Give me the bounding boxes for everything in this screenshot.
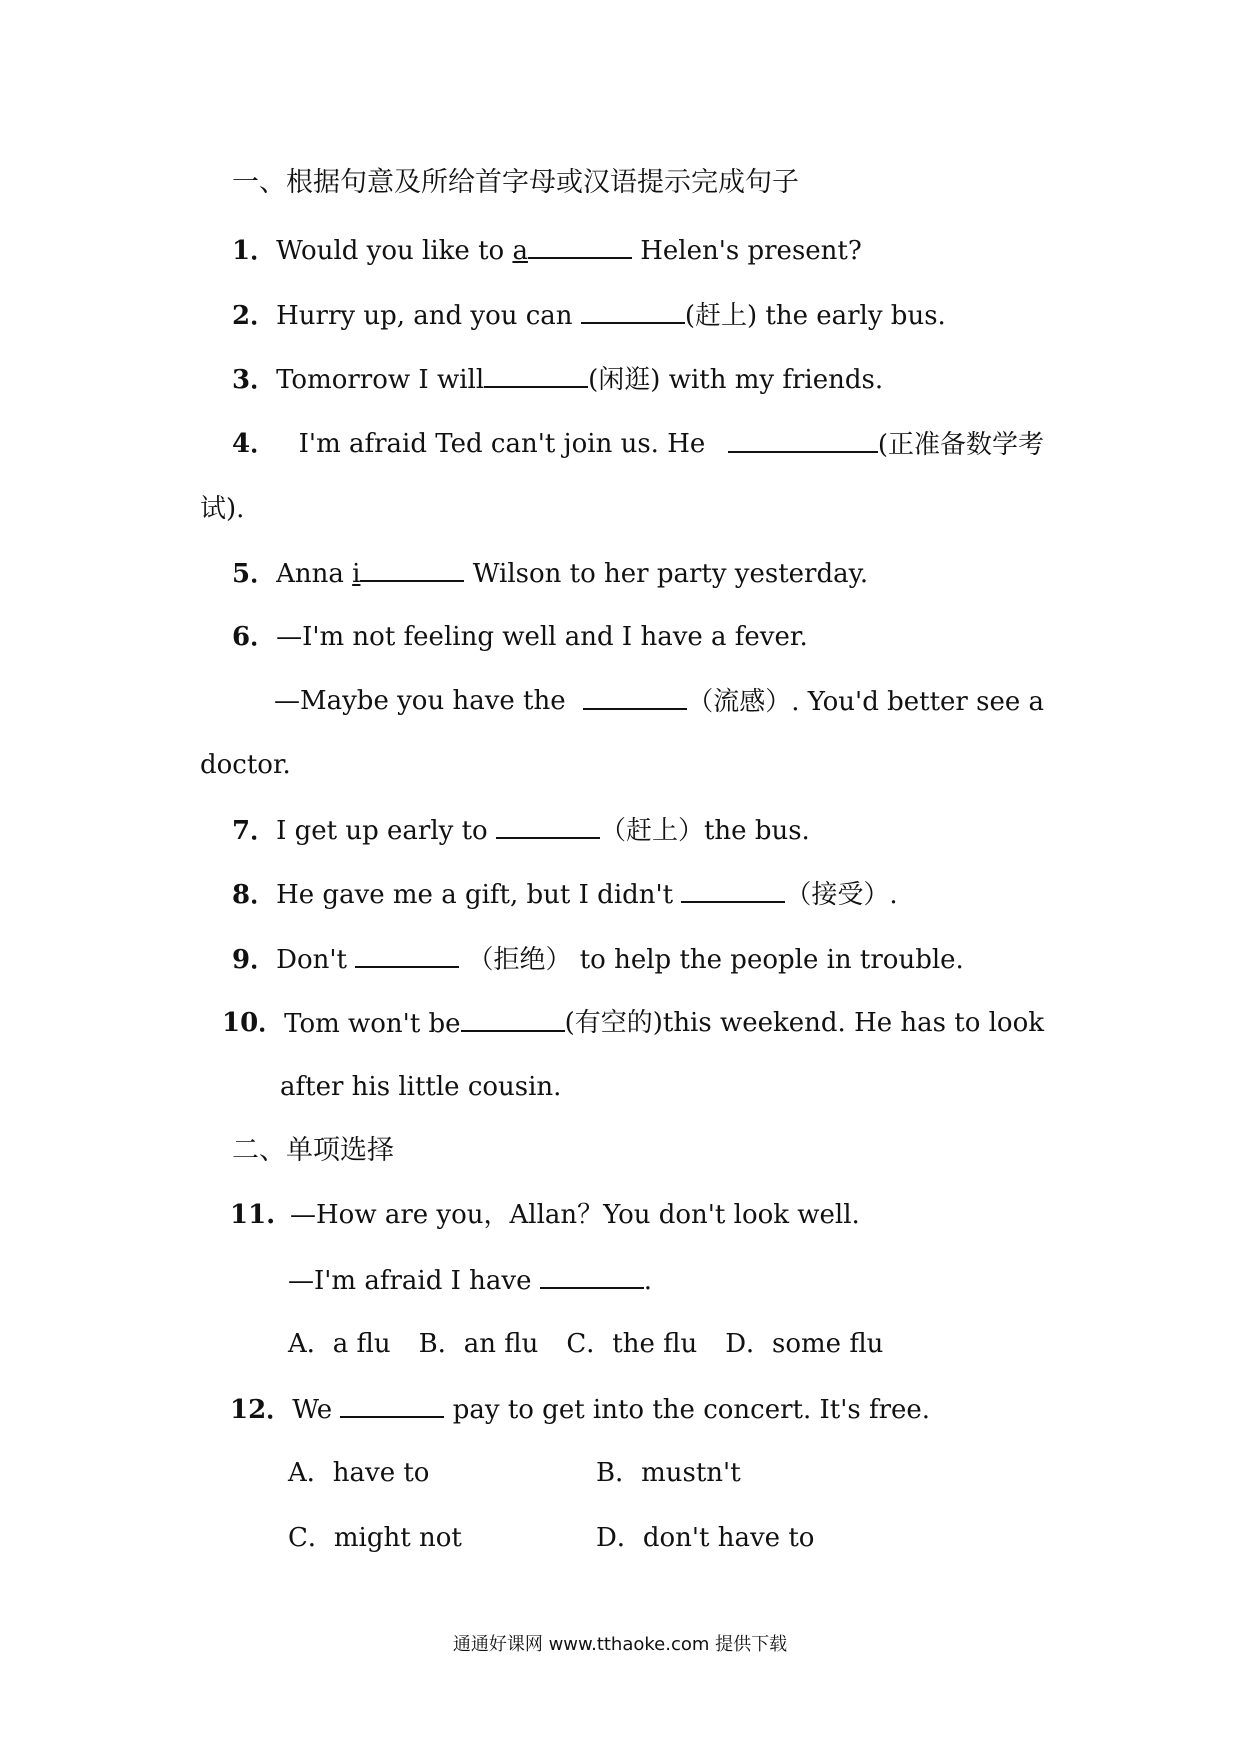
question-text: —How are you，Allan？You don't look well. [290,1200,860,1230]
question-7 [232,813,810,848]
question-number: 8． [232,880,277,910]
question-number: 5． [232,559,277,589]
answer-blank[interactable] [496,813,600,839]
question-text: I'm afraid Ted can't join us. He [298,429,706,459]
question-text: . [643,1266,653,1296]
question-number: 4． [232,429,277,459]
question-8 [232,877,898,912]
question-text: (闲逛) with my friends. [588,365,884,395]
question-text: （接受）. [785,880,898,910]
question-5 [232,556,868,591]
question-12-option-d[interactable]: D．don't have to [596,1523,815,1553]
question-text: —I'm not feeling well and I have a fever. [276,622,808,652]
answer-blank[interactable] [355,942,459,968]
question-text: Tom won't be [284,1009,461,1039]
question-6 [232,620,808,654]
question-text: —Maybe you have the [274,686,566,716]
question-12 [230,1392,930,1427]
answer-blank[interactable] [484,362,588,388]
question-text: (赶上) the early bus. [684,301,946,331]
question-text: (正准备数学考 [877,430,1044,460]
question-text: We [292,1395,341,1425]
question-text: Don't [276,945,356,975]
question-3 [232,362,883,397]
answer-blank[interactable] [360,556,464,582]
question-text: Would you like to [276,236,513,266]
option-b[interactable]: B．an flu [418,1329,539,1359]
section-2-title: 二、单项选择 [232,1135,394,1166]
question-11-reply [288,1263,652,1298]
question-text: （赶上）the bus. [599,816,810,846]
hint-letter: a [512,236,528,266]
question-number: 12． [230,1395,293,1425]
question-number: 1． [232,236,277,266]
question-10 [222,1006,1044,1041]
question-number: 10． [222,1008,285,1038]
question-11 [230,1198,860,1232]
option-d[interactable]: D．some flu [725,1329,884,1359]
question-12-option-a[interactable]: A．have to [288,1458,430,1488]
question-number: 6． [232,622,277,652]
answer-blank[interactable] [583,684,687,710]
option-a[interactable]: A．a flu [288,1329,391,1359]
answer-blank[interactable] [540,1263,644,1289]
question-6-reply [274,684,1044,719]
question-4-continued: 试). [200,494,245,524]
question-2 [232,298,946,333]
question-text: Hurry up, and you can [276,301,581,331]
question-4 [232,427,1044,462]
question-10-continued: after his little cousin. [280,1072,562,1102]
question-number: 7． [232,816,277,846]
question-text: Anna [276,559,353,589]
question-text: Tomorrow I will [276,365,485,395]
section-1-title: 一、根据句意及所给首字母或汉语提示完成句子 [232,167,799,198]
question-6-continued: doctor. [200,750,291,780]
question-number: 3． [232,365,277,395]
question-12-option-b[interactable]: B．mustn't [596,1458,741,1488]
question-text: （流感）. You'd better see a [687,687,1044,717]
answer-blank[interactable] [581,298,685,324]
question-text: (有空的)this weekend. He has to look [564,1008,1044,1038]
question-9 [232,942,964,977]
hint-letter: i [352,559,361,589]
question-text: I get up early to [276,816,496,846]
answer-blank[interactable] [728,427,878,453]
question-number: 11. [230,1200,276,1230]
question-text: Helen's present? [631,236,862,266]
question-text: He gave me a gift, but I didn't [276,880,682,910]
question-text: —I'm afraid I have [288,1266,540,1296]
answer-blank[interactable] [461,1006,565,1032]
question-11-options [288,1327,883,1361]
question-number: 2． [232,301,277,331]
question-number: 9． [232,945,277,975]
question-1 [232,233,862,268]
answer-blank[interactable] [681,877,785,903]
page-footer: 通通好课网 www.tthaoke.com 提供下载 [452,1634,788,1655]
option-c[interactable]: C．the flu [566,1329,698,1359]
question-12-option-c[interactable]: C．might not [288,1523,462,1553]
answer-blank[interactable] [528,233,632,259]
answer-blank[interactable] [340,1392,444,1418]
question-text: （拒绝） to help the people in trouble. [459,945,964,975]
question-text: pay to get into the concert. It's free. [444,1395,931,1425]
question-text: Wilson to her party yesterday. [464,559,869,589]
